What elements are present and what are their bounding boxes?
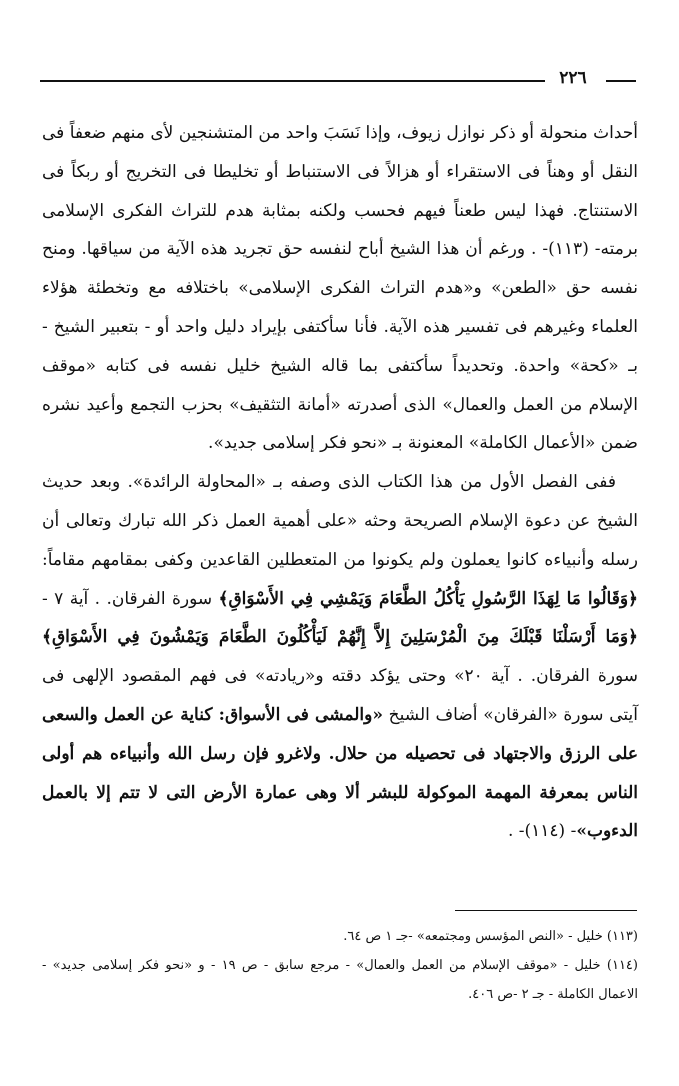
page-number: ٢٢٦ (559, 68, 587, 88)
surah-reference-20: سورة الفرقان. . آية ٢٠» وحتى يؤكد دقته و«ريادته» فى فهم المقصود الإلهى فى آيتى سورة «الفرقان» أضاف الشيخ (42, 666, 639, 725)
bold-quote: «والمشى فى الأسواق: كناية عن العمل والسعى على الرزق والاجتهاد فى تحصيله من حلال. ولاغرو فإن رسل الله وأنبياءه هم أولى الناس بمعرفة المهمة الموكولة للبشر ألا وهى عمارة الأرض التى لا تتم إلا بالعمل الدءوب» (42, 704, 638, 842)
footnote-114: (١١٤) خليل - «موقف الإسلام من العمل والعمال» - مرجع سابق - ص ١٩ - و «نحو فكر إسلامى جديد» - الاعمال الكاملة - جـ ٢ -ص ٤٠٦. (42, 958, 638, 1002)
page-header (40, 66, 636, 90)
paragraph-2 (42, 463, 638, 851)
paragraph-1: أحداث منحولة أو ذكر نوازل زيوف، وإذا نَسَبَ واحد من المتشنجين لأى منهم ضعفاً فى النقل أو وهناً فى الاستقراء أو هزالاً فى الاستنباط أو تخليطا فى التخريج أو ربكاً فى الاستنتاج. فهذا ليس طعناً فيهم فحسب ولكنه بمثابة هدم للتراث الفكرى الإسلامى برمته- (١١٣)- . ورغم أن هذا الشيخ أباح لنفسه حق تجريد هذه الآية من سياقها. ومنح نفسه حق «الطعن» و«هدم التراث الفكرى الإسلامى» باختلافه مع وتخطئة هؤلاء العلماء وغيرهم فى تفسير هذه الآية. فأنا سأكتفى بإيراد دليل واحد أو - بتعبير الشيخ - بـ «كحة» واحدة. وتحديداً سأكتفى بما قاله الشيخ خليل نفسه فى كتابه «موقف الإسلام من العمل والعمال» الذى أصدرته «أمانة التثقيف» بحزب التجمع وأعيد نشره ضمن «الأعمال الكاملة» المعنونة بـ «نحو فكر إسلامى جديد». (42, 123, 638, 454)
footnote-113: (١١٣) خليل - «النص المؤسس ومجتمعه» -جـ ١ ص ٦٤. (343, 929, 638, 944)
quran-verse-7: ﴿وَقَالُوا مَا لِهَذَا الرَّسُولِ يَأْكُلُ الطَّعَامَ وَيَمْشِي فِي الأَسْوَاقِ﴾ (218, 588, 638, 609)
main-text (42, 114, 638, 851)
quran-verse-20: ﴿وَمَا أَرْسَلْنَا قَبْلَكَ مِنَ الْمُرْسَلِينَ إِلاَّ إِنَّهُمْ لَيَأْكُلُونَ الطَّعَامَ وَيَمْشُونَ فِي الأَسْوَاقِ﴾ (42, 627, 638, 648)
footnote-separator (455, 910, 637, 911)
footnotes (42, 922, 638, 1009)
header-rule-short (606, 80, 636, 82)
surah-reference-7: سورة الفرقان. . آية ٧ - (42, 588, 213, 609)
footnote-ref-114: - (١١٤)- . (507, 821, 577, 842)
paragraph-2-intro: ففى الفصل الأول من هذا الكتاب الذى وصفه بـ «المحاولة الرائدة». وبعد حديث الشيخ عن دعوة الإسلام الصريحة وحثه «على أهمية العمل ذكر الله تبارك وتعالى أن رسله وأنبياءه كانوا يعملون ولم يكونوا من المتعطلين القاعدين وكفى بمقامهم مقاماً: (42, 472, 638, 570)
header-rule (40, 80, 545, 82)
